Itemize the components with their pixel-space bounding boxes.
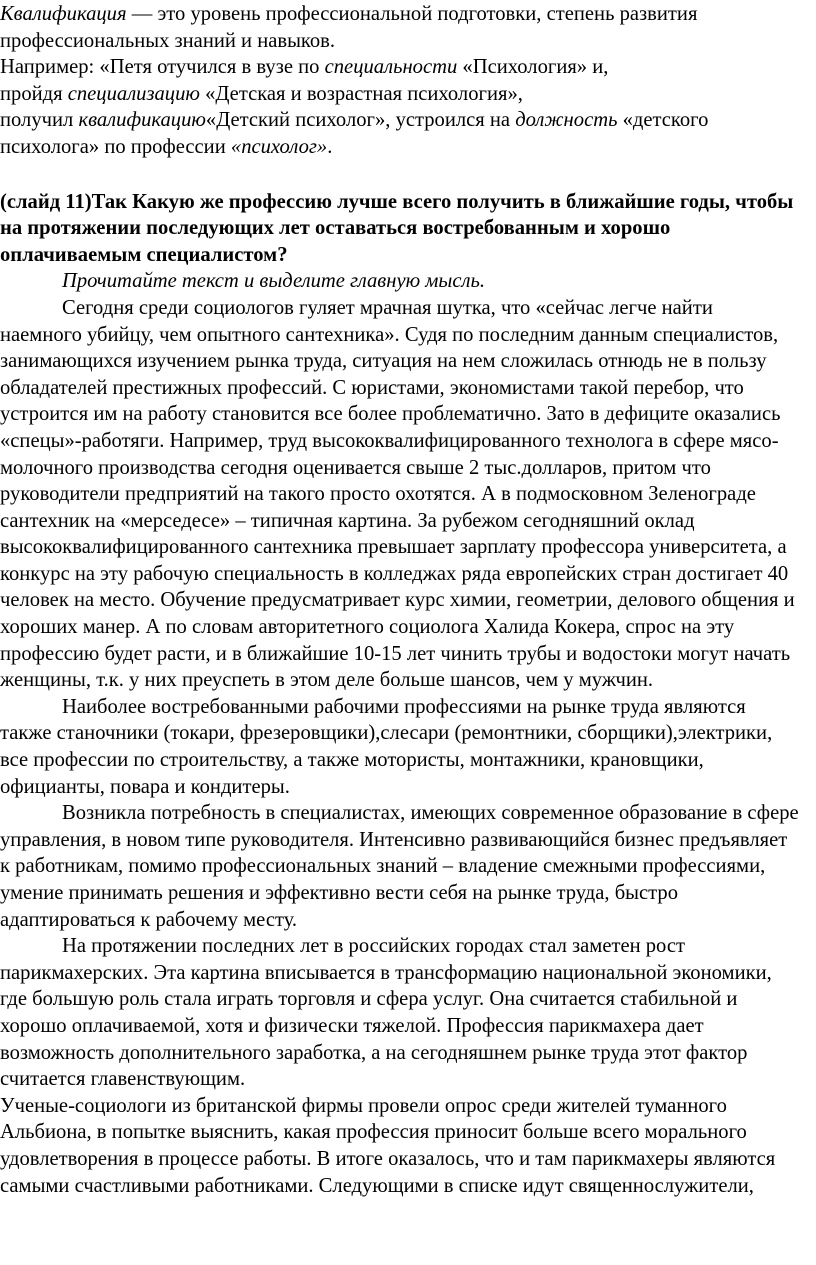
paragraph-line: профессию будет расти, и в ближайшие 10-15 лет чинить трубы и водостоки могут начать bbox=[0, 642, 791, 665]
paragraph-3 bbox=[0, 800, 816, 933]
definition-line bbox=[0, 1, 816, 28]
paragraph-line: руководители предприятий на такого просто охотятся. А в подмосковном Зеленограде bbox=[0, 483, 756, 506]
heading-line: на протяжении последующих лет оставаться востребованным и хорошо bbox=[0, 217, 671, 240]
paragraph-line: «спецы»-работяги. Например, труд высококвалифицированного технолога в сфере мясо- bbox=[0, 429, 779, 452]
paragraph-line: Сегодня среди социологов гуляет мрачная шутка, что «сейчас легче найти bbox=[62, 296, 713, 319]
example-text: Например: «Петя отучился в вузе по bbox=[0, 56, 325, 79]
paragraph-line: самыми счастливыми работниками. Следующими в списке идут священнослужители, bbox=[0, 1174, 754, 1197]
paragraph-2 bbox=[0, 694, 816, 800]
paragraph-line: где большую роль стала играть торговля и сфера услуг. Она считается стабильной и bbox=[0, 988, 738, 1011]
example-line bbox=[0, 54, 816, 81]
paragraph-1 bbox=[0, 295, 816, 694]
example-text: «Психология» и, bbox=[457, 56, 609, 79]
example-line bbox=[0, 134, 816, 161]
paragraph-line: конкурс на эту рабочую специальность в колледжах ряда европейских стран достигает 40 bbox=[0, 562, 789, 585]
definition-line: профессиональных знаний и навыков. bbox=[0, 29, 336, 52]
paragraph-line: На протяжении последних лет в российских городах стал заметен рост bbox=[62, 935, 686, 958]
example-line bbox=[0, 107, 816, 134]
paragraph-line: Ученые-социологи из британской фирмы провели опрос среди жителей туманного bbox=[0, 1094, 727, 1117]
paragraph-4 bbox=[0, 933, 816, 1093]
paragraph-line: управления, в новом типе руководителя. Интенсивно развивающийся бизнес предъявляет bbox=[0, 828, 788, 851]
paragraph-line: сантехник на «мерседесе» – типичная картина. За рубежом сегодняшний оклад bbox=[0, 509, 695, 532]
paragraph-line: молочного производства сегодня оценивается свыше 2 тыс.долларов, притом что bbox=[0, 456, 711, 479]
definition-text: — это уровень профессиональной подготовки, степень развития bbox=[126, 3, 698, 25]
paragraph-line: официанты, повара и кондитеры. bbox=[0, 775, 290, 798]
term-specialty: специальности bbox=[324, 56, 458, 79]
term-profession: «психолог» bbox=[230, 135, 328, 158]
paragraph-line: хорошо оплачиваемой, хотя и физически тяжелой. Профессия парикмахера дает bbox=[0, 1014, 704, 1037]
paragraph-line: Альбиона, в попытке выяснить, какая профессия приносит больше всего морального bbox=[0, 1121, 747, 1144]
paragraph-line: к работникам, помимо профессиональных знаний – владение смежными профессиями, bbox=[0, 855, 766, 878]
example-text: получил bbox=[0, 109, 79, 132]
term-qualification-2: квалификацию bbox=[78, 109, 206, 132]
paragraph-line: человек на место. Обучение предусматривает курс химии, геометрии, делового общения и bbox=[0, 589, 795, 612]
spacer bbox=[0, 161, 816, 189]
paragraph-line: умение принимать решения и эффективно вести себя на рынке труда, быстро bbox=[0, 882, 679, 904]
paragraph-line: считается главенствующим. bbox=[0, 1068, 246, 1091]
paragraph-line: женщины, т.к. у них преуспеть в этом деле больше шансов, чем у мужчин. bbox=[0, 669, 654, 692]
paragraph-line: высококвалифицированного сантехника превышает зарплату профессора университета, а bbox=[0, 536, 787, 559]
heading-line: (слайд 11)Так Какую же профессию лучше всего получить в ближайшие годы, чтобы bbox=[0, 190, 794, 213]
example-text: «Детский психолог», устроился на bbox=[205, 109, 516, 132]
example-text: психолога» по профессии bbox=[0, 135, 231, 158]
term-position: должность bbox=[515, 109, 618, 132]
example-text: пройдя bbox=[0, 82, 68, 105]
example-text: «детского bbox=[617, 109, 709, 132]
paragraph-line: устроится им на работу становится все более проблематично. Зато в дефиците оказались bbox=[0, 403, 781, 426]
paragraph-line: хороших манер. А по словам авторитетного социолога Халида Кокера, спрос на эту bbox=[0, 616, 735, 639]
paragraph-line: все профессии по строительству, а также мотористы, монтажники, крановщики, bbox=[0, 749, 704, 772]
paragraph-line: обладателей престижных профессий. С юристами, экономистами такой перебор, что bbox=[0, 376, 744, 399]
paragraph-line: Возникла потребность в специалистах, имеющих современное образование в сфере bbox=[62, 802, 799, 825]
term-qualification: Квалификация bbox=[0, 3, 127, 25]
paragraph-line: удовлетворения в процессе работы. В итоге оказалось, что и там парикмахеры являются bbox=[0, 1147, 776, 1170]
instruction-text: Прочитайте текст и выделите главную мысль. bbox=[62, 270, 486, 293]
example-line bbox=[0, 81, 816, 108]
paragraph-5 bbox=[0, 1093, 816, 1199]
paragraph-line: Наиболее востребованными рабочими профессиями на рынке труда являются bbox=[62, 695, 746, 718]
term-specialization: специализацию bbox=[67, 82, 200, 105]
heading-line: оплачиваемым специалистом? bbox=[0, 243, 288, 266]
example-text: «Детская и возрастная психология», bbox=[199, 82, 523, 105]
section-heading bbox=[0, 189, 816, 269]
paragraph-line: адаптироваться к рабочему месту. bbox=[0, 908, 298, 931]
paragraph-line: парикмахерских. Эта картина вписывается в трансформацию национальной экономики, bbox=[0, 961, 772, 984]
paragraph-line: занимающихся изучением рынка труда, ситуация на нем сложилась отнюдь не в пользу bbox=[0, 350, 767, 373]
paragraph-line: наемного убийцу, чем опытного сантехника». Судя по последним данным специалистов, bbox=[0, 323, 779, 346]
paragraph-line: возможность дополнительного заработка, а на сегодняшнем рынке труда этот фактор bbox=[0, 1041, 748, 1064]
definition-block bbox=[0, 1, 816, 161]
example-text: . bbox=[327, 135, 333, 158]
paragraph-line: также станочники (токари, фрезеровщики),слесари (ремонтники, сборщики),электрики, bbox=[0, 722, 773, 745]
